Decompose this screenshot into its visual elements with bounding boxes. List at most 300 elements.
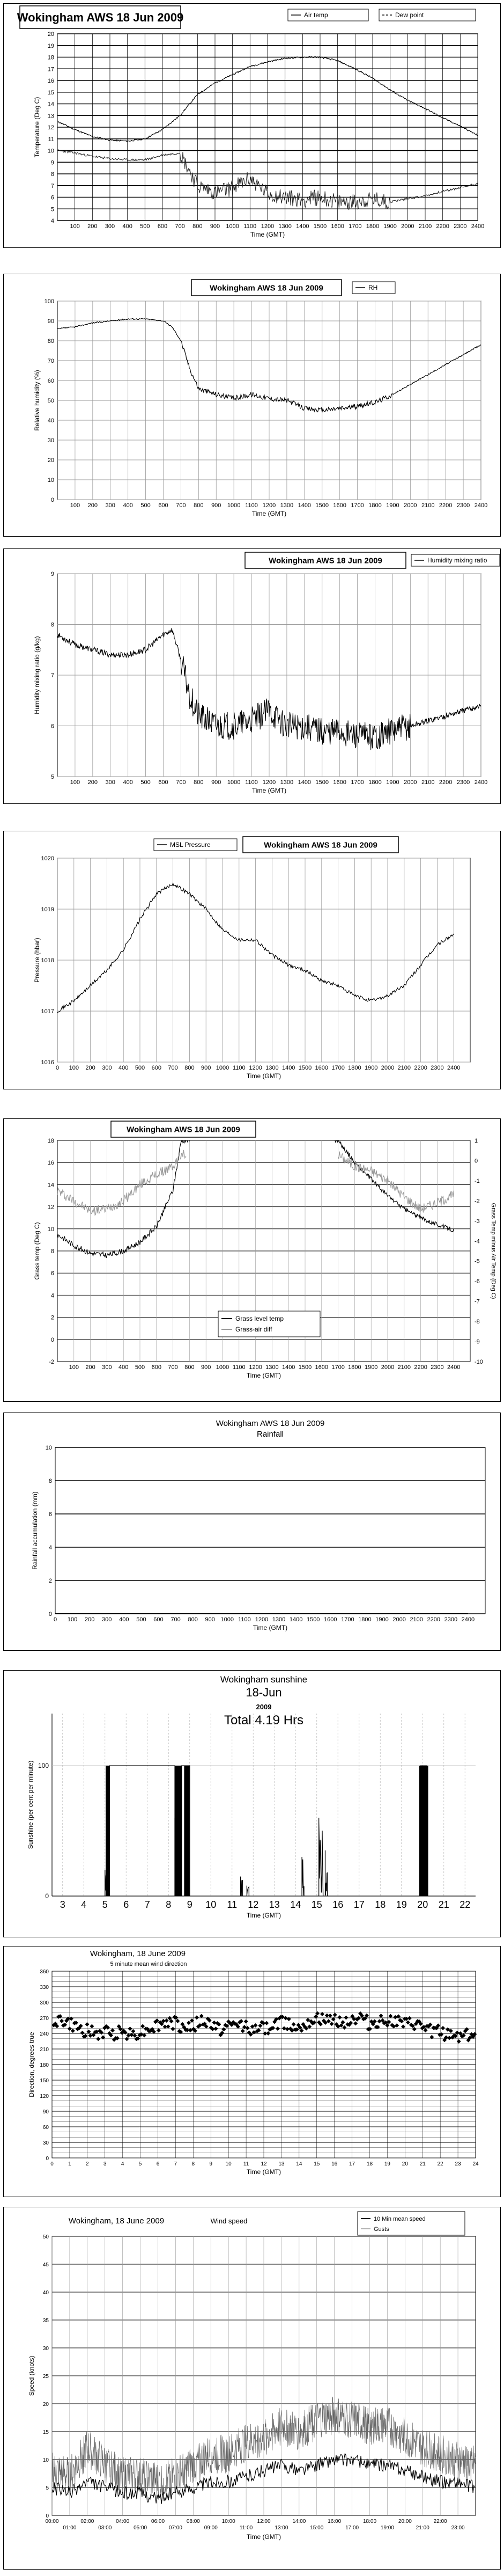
x-tick-label: 1100 xyxy=(238,1616,251,1623)
x-tick-label: 12 xyxy=(261,2161,267,2167)
legend-label: Gusts xyxy=(374,2226,389,2233)
x-tick-label: 900 xyxy=(201,1065,211,1071)
x-tick-label: 3 xyxy=(60,1899,65,1910)
chart-subtitle: 18-Jun xyxy=(246,1686,282,1699)
y-tick-label: 4 xyxy=(50,218,54,224)
x-tick-label: 1600 xyxy=(315,1364,329,1371)
y-tick-label: 13 xyxy=(47,113,54,120)
x-tick-label: 2300 xyxy=(431,1065,444,1071)
sunshine-trace-segment xyxy=(241,1877,243,1896)
x-tick-label: 900 xyxy=(210,223,220,230)
y-axis-label: Relative humidity (%) xyxy=(33,370,41,431)
x-tick-label: 2400 xyxy=(474,502,488,509)
x-tick-label: 1200 xyxy=(261,223,275,230)
x-tick-label: 600 xyxy=(153,1616,164,1623)
x-tick-label: 19:00 xyxy=(380,2525,394,2531)
sunshine-chart xyxy=(4,1671,500,1937)
x-tick-label: 800 xyxy=(184,1065,195,1071)
x-tick-label: 2400 xyxy=(447,1364,461,1371)
x-tick-label: 800 xyxy=(194,502,204,509)
x-tick-label: 1700 xyxy=(341,1616,354,1623)
x-tick-label: 500 xyxy=(135,1364,145,1371)
x-tick-label: 1200 xyxy=(262,502,276,509)
pressure-chart-panel xyxy=(3,831,501,1089)
sunshine-trace-spikes xyxy=(419,1766,428,1896)
y-tick-label: 90 xyxy=(42,2109,49,2115)
y-tick-label: 6 xyxy=(50,723,54,730)
x-tick-label: 1600 xyxy=(333,779,346,786)
x-tick-label: 1200 xyxy=(249,1364,262,1371)
x-tick-label: 100 xyxy=(70,502,80,509)
x-tick-label: 600 xyxy=(158,779,168,786)
y-tick-label: 150 xyxy=(40,2078,49,2084)
x-tick-label: 200 xyxy=(85,1065,95,1071)
x-tick-label: 700 xyxy=(168,1364,178,1371)
chart-title: Wokingham, 18 June 2009 xyxy=(68,2216,165,2226)
x-tick-label: 2000 xyxy=(392,1616,406,1623)
wind-speed-chart-panel xyxy=(3,2207,501,2570)
y2-tick-label: -5 xyxy=(475,1258,480,1265)
pressure-chart xyxy=(4,831,500,1089)
x-tick-label: 1900 xyxy=(375,1616,389,1623)
x-tick-label: 8 xyxy=(166,1899,172,1910)
y-tick-label: 5 xyxy=(46,2485,49,2491)
x-tick-label: 03:00 xyxy=(98,2525,112,2531)
x-tick-label: 300 xyxy=(105,779,115,786)
y-tick-label: 100 xyxy=(44,298,54,305)
y-tick-label: 1020 xyxy=(41,855,54,862)
y-tick-label: 90 xyxy=(47,318,54,325)
chart-subtitle: 5 minute mean wind direction xyxy=(110,1961,187,1967)
x-tick-label: 15 xyxy=(311,1899,322,1910)
temperature-chart xyxy=(4,4,500,247)
x-tick-label: 5 xyxy=(138,2161,142,2167)
x-tick-label: 1400 xyxy=(281,1364,295,1371)
x-tick-label: 1900 xyxy=(364,1364,378,1371)
x-tick-label: 1200 xyxy=(255,1616,269,1623)
y-tick-label: 12 xyxy=(47,1204,54,1211)
x-tick-label: 2000 xyxy=(401,223,414,230)
x-tick-label: 24 xyxy=(472,2161,479,2167)
rainfall-chart-panel xyxy=(3,1413,501,1651)
y2-tick-label: -7 xyxy=(475,1298,480,1305)
x-tick-label: 1700 xyxy=(349,223,362,230)
x-tick-label: 10 xyxy=(225,2161,232,2167)
y-tick-label: 50 xyxy=(47,398,54,404)
x-tick-label: 23:00 xyxy=(451,2525,465,2531)
x-tick-label: 1100 xyxy=(232,1364,246,1371)
y-tick-label: 180 xyxy=(40,2062,49,2068)
x-tick-label: 1400 xyxy=(298,779,312,786)
x-tick-label: 2100 xyxy=(397,1065,411,1071)
y-tick-label: 5 xyxy=(50,774,54,780)
wind-speed-chart xyxy=(4,2207,500,2569)
x-tick-label: 13:00 xyxy=(275,2525,288,2531)
y-tick-label: -2 xyxy=(49,1359,54,1365)
y-tick-label: 6 xyxy=(50,1270,54,1277)
y2-tick-label: -8 xyxy=(475,1319,480,1326)
y-tick-label: 10 xyxy=(45,1445,52,1451)
x-tick-label: 1100 xyxy=(245,779,258,786)
x-tick-label: 1 xyxy=(68,2161,71,2167)
x-tick-label: 2000 xyxy=(381,1065,395,1071)
x-tick-label: 13 xyxy=(278,2161,285,2167)
x-tick-label: 700 xyxy=(176,779,186,786)
x-tick-label: 1000 xyxy=(220,1616,234,1623)
y-axis-label: Humidity mixing ratio (g/kg) xyxy=(33,636,41,714)
y-tick-label: 20 xyxy=(42,2402,49,2407)
legend-label: Air temp xyxy=(304,11,328,19)
x-tick-label: 04:00 xyxy=(116,2519,130,2524)
y-tick-label: 10 xyxy=(47,1226,54,1233)
x-tick-label: 0 xyxy=(55,1065,60,1071)
x-tick-label: 1800 xyxy=(348,1364,361,1371)
x-tick-label: 14 xyxy=(290,1899,301,1910)
y-tick-label: 9 xyxy=(50,571,54,577)
x-tick-label: 1400 xyxy=(281,1065,295,1071)
temperature-chart-panel xyxy=(3,3,501,248)
x-tick-label: 11:00 xyxy=(239,2525,253,2531)
x-axis-label: Time (GMT) xyxy=(246,1372,281,1379)
x-tick-label: 700 xyxy=(176,502,186,509)
y-tick-label: 7 xyxy=(50,182,54,189)
y-tick-label: 14 xyxy=(47,1182,54,1189)
x-tick-label: 16 xyxy=(332,1899,344,1910)
chart-title: Wokingham AWS 18 Jun 2009 xyxy=(127,1125,240,1135)
y-tick-label: 50 xyxy=(42,2234,49,2240)
x-tick-label: 6 xyxy=(156,2161,160,2167)
wind-direction-chart-panel xyxy=(3,1946,501,2197)
x-tick-label: 02:00 xyxy=(80,2519,94,2524)
x-tick-label: 1600 xyxy=(331,223,344,230)
x-tick-label: 13 xyxy=(269,1899,280,1910)
x-tick-label: 09:00 xyxy=(204,2525,218,2531)
y-axis-label: Rainfall accumulation (mm) xyxy=(31,1491,39,1570)
x-tick-label: 1100 xyxy=(245,502,258,509)
y-tick-label: 30 xyxy=(42,2346,49,2352)
x-tick-label: 1800 xyxy=(366,223,380,230)
x-tick-label: 1000 xyxy=(226,223,239,230)
x-tick-label: 20:00 xyxy=(398,2519,412,2524)
x-tick-label: 2000 xyxy=(381,1364,395,1371)
x-tick-label: 100 xyxy=(70,779,80,786)
x-tick-label: 2400 xyxy=(474,779,488,786)
y2-tick-label: -2 xyxy=(475,1198,480,1205)
y-tick-label: 330 xyxy=(40,1985,49,1990)
y-tick-label: 10 xyxy=(47,148,54,155)
x-tick-label: 500 xyxy=(140,502,151,509)
y-tick-label: 18 xyxy=(47,54,54,61)
y-tick-label: 1019 xyxy=(41,906,54,913)
x-tick-label: 21 xyxy=(438,1899,449,1910)
x-tick-label: 700 xyxy=(168,1065,178,1071)
grass-temp-chart-panel xyxy=(3,1118,501,1402)
chart-year: 2009 xyxy=(256,1703,272,1711)
y-axis-label: Speed (knots) xyxy=(28,2355,35,2396)
mixing-ratio-chart-panel xyxy=(3,548,501,804)
sunshine-trace-spikes xyxy=(184,1766,189,1896)
x-tick-label: 2200 xyxy=(414,1364,427,1371)
x-tick-label: 500 xyxy=(135,1065,145,1071)
y-tick-label: 80 xyxy=(47,338,54,345)
x-tick-label: 17:00 xyxy=(345,2525,359,2531)
x-tick-label: 100 xyxy=(67,1616,78,1623)
humidity-chart-panel xyxy=(3,274,501,537)
y-tick-label: 16 xyxy=(47,78,54,84)
x-tick-label: 21:00 xyxy=(416,2525,429,2531)
y-tick-label: 18 xyxy=(47,1138,54,1144)
x-tick-label: 400 xyxy=(123,502,133,509)
x-tick-label: 200 xyxy=(87,502,98,509)
x-tick-label: 900 xyxy=(201,1364,211,1371)
x-tick-label: 1000 xyxy=(216,1065,229,1071)
y-tick-label: 4 xyxy=(48,1545,52,1551)
x-tick-label: 1300 xyxy=(280,502,294,509)
x-tick-label: 1500 xyxy=(315,502,329,509)
x-tick-label: 15 xyxy=(314,2161,320,2167)
x-tick-label: 07:00 xyxy=(168,2525,182,2531)
x-tick-label: 12 xyxy=(248,1899,259,1910)
x-axis-label: Time (GMT) xyxy=(251,787,287,794)
y-tick-label: 14 xyxy=(47,101,54,108)
y-tick-label: 0 xyxy=(50,1336,54,1343)
x-tick-label: 8 xyxy=(191,2161,195,2167)
legend-label: 10 Min mean speed xyxy=(374,2216,426,2222)
x-tick-label: 21 xyxy=(419,2161,426,2167)
y2-tick-label: -6 xyxy=(475,1278,480,1285)
x-tick-label: 18 xyxy=(375,1899,386,1910)
x-tick-label: 0 xyxy=(50,2161,54,2167)
x-tick-label: 22:00 xyxy=(433,2519,447,2524)
y-tick-label: 16 xyxy=(47,1160,54,1167)
y-tick-label: 8 xyxy=(50,621,54,628)
x-axis-label: Time (GMT) xyxy=(246,2168,281,2176)
x-tick-label: 1100 xyxy=(232,1065,246,1071)
x-tick-label: 600 xyxy=(158,502,168,509)
x-tick-label: 900 xyxy=(205,1616,215,1623)
y-tick-label: 100 xyxy=(38,1762,49,1770)
x-tick-label: 700 xyxy=(171,1616,181,1623)
x-tick-label: 00:00 xyxy=(45,2519,59,2524)
x-tick-label: 19 xyxy=(396,1899,407,1910)
y2-tick-label: -3 xyxy=(475,1218,480,1225)
y2-tick-label: -9 xyxy=(475,1338,480,1345)
sunshine-trace-spikes xyxy=(106,1766,110,1896)
x-tick-label: 1400 xyxy=(298,502,312,509)
y-tick-label: 9 xyxy=(50,159,54,166)
plot-area xyxy=(55,1447,485,1614)
x-tick-label: 1700 xyxy=(351,779,364,786)
sunshine-trace-segment xyxy=(247,1886,249,1896)
y2-tick-label: -1 xyxy=(475,1177,480,1184)
y-tick-label: 19 xyxy=(47,42,54,49)
y-tick-label: 35 xyxy=(42,2318,49,2324)
x-tick-label: 06:00 xyxy=(151,2519,165,2524)
y-tick-label: 0 xyxy=(46,2513,49,2519)
x-tick-label: 1300 xyxy=(280,779,294,786)
x-tick-label: 300 xyxy=(102,1065,112,1071)
x-tick-label: 23 xyxy=(455,2161,461,2167)
x-tick-label: 100 xyxy=(69,1364,79,1371)
y-tick-label: 30 xyxy=(42,2140,49,2146)
sunshine-trace-segment xyxy=(302,1857,304,1896)
x-tick-label: 2000 xyxy=(404,502,417,509)
legend-label: Grass level temp xyxy=(235,1315,284,1322)
x-tick-label: 500 xyxy=(140,779,151,786)
x-tick-label: 22 xyxy=(459,1899,471,1910)
x-axis-label: Time (GMT) xyxy=(253,1624,288,1631)
legend-box xyxy=(379,9,476,21)
x-tick-label: 9 xyxy=(209,2161,213,2167)
x-tick-label: 2200 xyxy=(427,1616,441,1623)
x-tick-label: 1300 xyxy=(272,1616,286,1623)
y-tick-label: 8 xyxy=(48,1478,52,1484)
x-axis-label: Time (GMT) xyxy=(246,1912,281,1919)
x-tick-label: 5 xyxy=(102,1899,108,1910)
x-tick-label: 1600 xyxy=(324,1616,337,1623)
x-tick-label: 18 xyxy=(366,2161,373,2167)
y2-axis-label: Grass Temp minus Air Temp (Deg C) xyxy=(490,1203,496,1299)
x-tick-label: 12:00 xyxy=(257,2519,271,2524)
sunshine-total: Total 4.19 Hrs xyxy=(224,1713,304,1728)
x-tick-label: 100 xyxy=(70,223,80,230)
x-tick-label: 17 xyxy=(353,1899,365,1910)
x-tick-label: 14 xyxy=(296,2161,302,2167)
chart-title: Wokingham AWS 18 Jun 2009 xyxy=(216,1419,325,1428)
x-tick-label: 4 xyxy=(121,2161,124,2167)
chart-title: Wokingham AWS 18 Jun 2009 xyxy=(269,556,382,566)
x-tick-label: 1700 xyxy=(351,502,364,509)
x-tick-label: 2300 xyxy=(456,779,470,786)
y-tick-label: 0 xyxy=(50,497,54,503)
x-tick-label: 6 xyxy=(123,1899,129,1910)
x-tick-label: 300 xyxy=(105,223,115,230)
y-tick-label: 0 xyxy=(48,1611,52,1618)
y-tick-label: 10 xyxy=(42,2457,49,2463)
x-tick-label: 2200 xyxy=(439,502,453,509)
y-axis-label: Sunshine (per cent per minute) xyxy=(27,1760,34,1849)
x-tick-label: 2300 xyxy=(456,502,470,509)
x-tick-label: 2100 xyxy=(397,1364,411,1371)
sunshine-trace-segment xyxy=(325,1850,328,1896)
x-tick-label: 19 xyxy=(384,2161,390,2167)
x-tick-label: 2100 xyxy=(421,779,435,786)
x-tick-label: 4 xyxy=(81,1899,87,1910)
y-tick-label: 17 xyxy=(47,66,54,73)
y2-tick-label: 1 xyxy=(475,1138,478,1144)
y-tick-label: 6 xyxy=(50,194,54,201)
x-tick-label: 500 xyxy=(136,1616,146,1623)
x-tick-label: 22 xyxy=(437,2161,443,2167)
x-tick-label: 400 xyxy=(118,1065,129,1071)
y-tick-label: 7 xyxy=(50,672,54,679)
x-tick-label: 1800 xyxy=(368,779,382,786)
x-tick-label: 1600 xyxy=(333,502,346,509)
y-tick-label: 30 xyxy=(47,437,54,444)
y-tick-label: 8 xyxy=(50,171,54,178)
sunshine-chart-panel xyxy=(3,1670,501,1937)
x-tick-label: 1900 xyxy=(386,779,399,786)
y-tick-label: 360 xyxy=(40,1969,49,1975)
x-tick-label: 1900 xyxy=(386,502,399,509)
x-tick-label: 2 xyxy=(86,2161,89,2167)
x-tick-label: 300 xyxy=(102,1616,112,1623)
y-tick-label: 10 xyxy=(47,477,54,484)
x-tick-label: 600 xyxy=(151,1364,161,1371)
y-tick-label: 12 xyxy=(47,125,54,131)
x-tick-label: 1300 xyxy=(278,223,292,230)
y-tick-label: 40 xyxy=(42,2290,49,2296)
x-tick-label: 1200 xyxy=(249,1065,262,1071)
x-tick-label: 1000 xyxy=(227,779,241,786)
y-tick-label: 11 xyxy=(48,136,54,143)
y-tick-label: 45 xyxy=(42,2262,49,2268)
y-tick-label: 20 xyxy=(47,457,54,464)
x-tick-label: 200 xyxy=(87,223,98,230)
y-tick-label: 1018 xyxy=(41,957,54,964)
y-tick-label: 70 xyxy=(47,358,54,364)
x-tick-label: 500 xyxy=(140,223,150,230)
y-axis-label: Grass temp (Deg C) xyxy=(33,1222,41,1280)
x-tick-label: 1700 xyxy=(331,1065,345,1071)
sunshine-trace-segment xyxy=(109,1766,175,1896)
x-tick-label: 400 xyxy=(123,779,133,786)
y-tick-label: 4 xyxy=(50,1292,54,1299)
x-tick-label: 15:00 xyxy=(310,2525,324,2531)
x-axis-label: Time (GMT) xyxy=(250,231,285,238)
y-tick-label: 1017 xyxy=(41,1008,54,1015)
x-tick-label: 600 xyxy=(151,1065,161,1071)
x-tick-label: 1800 xyxy=(358,1616,372,1623)
x-tick-label: 18:00 xyxy=(362,2519,377,2524)
x-tick-label: 2200 xyxy=(414,1065,427,1071)
x-tick-label: 1000 xyxy=(227,502,241,509)
y-tick-label: 6 xyxy=(48,1511,52,1518)
y-tick-label: 8 xyxy=(50,1248,54,1255)
x-tick-label: 20 xyxy=(402,2161,408,2167)
y-axis-label: Pressure (hbar) xyxy=(33,938,41,983)
x-tick-label: 1500 xyxy=(298,1364,312,1371)
chart-title: Wokingham AWS 18 Jun 2009 xyxy=(264,840,377,850)
legend-label: Dew point xyxy=(395,11,424,19)
x-tick-label: 9 xyxy=(187,1899,192,1910)
x-tick-label: 300 xyxy=(102,1364,112,1371)
sunshine-trace-segment xyxy=(319,1818,323,1896)
x-tick-label: 11 xyxy=(243,2161,249,2167)
x-tick-label: 1800 xyxy=(348,1065,361,1071)
x-tick-label: 1500 xyxy=(298,1065,312,1071)
chart-subtitle: Wind speed xyxy=(210,2217,248,2225)
x-tick-label: 2200 xyxy=(439,779,453,786)
chart-title: Wokingham AWS 18 Jun 2009 xyxy=(210,283,323,293)
x-tick-label: 1600 xyxy=(315,1065,329,1071)
y-tick-label: 0 xyxy=(46,2156,49,2162)
y-tick-label: 300 xyxy=(40,2000,49,2006)
x-tick-label: 1500 xyxy=(315,779,329,786)
x-tick-label: 7 xyxy=(174,2161,177,2167)
x-tick-label: 1400 xyxy=(296,223,309,230)
x-tick-label: 800 xyxy=(188,1616,198,1623)
y2-tick-label: -4 xyxy=(475,1238,480,1245)
chart-subtitle: Rainfall xyxy=(256,1430,284,1439)
legend-label: RH xyxy=(368,284,378,291)
x-tick-label: 1300 xyxy=(265,1065,279,1071)
y-tick-label: 240 xyxy=(40,2031,49,2037)
y-axis-label: Direction, degrees true xyxy=(28,2032,35,2097)
x-tick-label: 16:00 xyxy=(328,2519,342,2524)
x-axis-label: Time (GMT) xyxy=(251,510,287,517)
y-tick-label: 25 xyxy=(42,2374,49,2380)
